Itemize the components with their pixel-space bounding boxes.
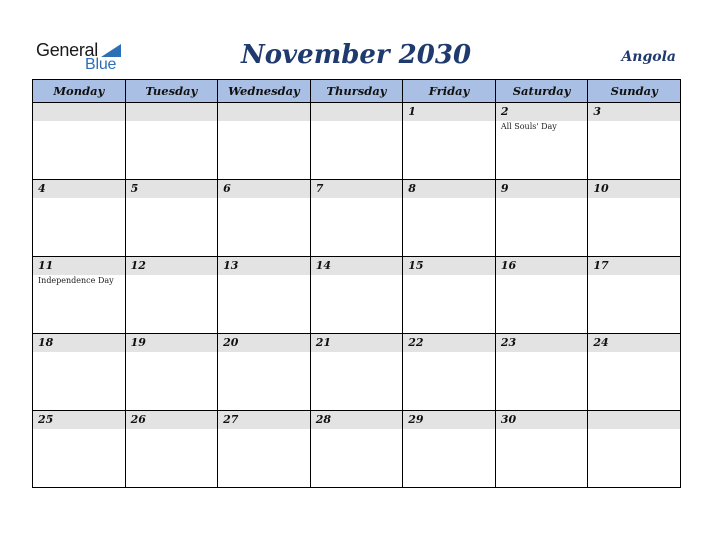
day-number: 22 <box>403 334 495 352</box>
day-cell <box>33 334 126 411</box>
day-cell <box>310 411 403 488</box>
day-number: 12 <box>126 257 218 275</box>
week-row <box>33 411 681 488</box>
day-cell <box>125 257 218 334</box>
day-number: 24 <box>588 334 680 352</box>
day-number: 29 <box>403 411 495 429</box>
day-number: 5 <box>126 180 218 198</box>
day-cell <box>588 180 681 257</box>
day-number: 15 <box>403 257 495 275</box>
day-cell <box>33 257 126 334</box>
day-number: 3 <box>588 103 680 121</box>
day-number: 13 <box>218 257 310 275</box>
day-number <box>218 103 310 121</box>
day-cell <box>218 180 311 257</box>
day-cell <box>33 411 126 488</box>
week-row <box>33 334 681 411</box>
calendar-grid <box>32 79 681 488</box>
weekday-header: Friday <box>403 80 496 103</box>
day-cell <box>588 103 681 180</box>
day-cell <box>125 411 218 488</box>
day-number: 2 <box>496 103 588 121</box>
day-cell <box>125 103 218 180</box>
day-number: 25 <box>33 411 125 429</box>
week-row <box>33 180 681 257</box>
day-number: 30 <box>496 411 588 429</box>
day-cell <box>495 180 588 257</box>
day-cell <box>310 180 403 257</box>
day-number: 21 <box>311 334 403 352</box>
day-cell <box>310 103 403 180</box>
day-cell <box>403 334 496 411</box>
day-number: 8 <box>403 180 495 198</box>
page-title: November 2030 <box>240 40 472 70</box>
day-cell <box>125 334 218 411</box>
day-number: 1 <box>403 103 495 121</box>
weekday-header: Sunday <box>588 80 681 103</box>
day-number: 16 <box>496 257 588 275</box>
day-cell <box>125 180 218 257</box>
holiday-label: Independence Day <box>38 276 114 285</box>
day-number: 26 <box>126 411 218 429</box>
day-cell <box>403 411 496 488</box>
day-cell <box>33 180 126 257</box>
day-cell <box>310 257 403 334</box>
day-cell <box>403 180 496 257</box>
day-cell <box>495 103 588 180</box>
day-cell <box>403 257 496 334</box>
day-number: 19 <box>126 334 218 352</box>
logo-blue-text: Blue <box>85 56 117 73</box>
logo-general-text: General <box>36 40 98 60</box>
day-cell <box>218 103 311 180</box>
day-number <box>311 103 403 121</box>
day-cell <box>218 334 311 411</box>
weekday-header: Thursday <box>310 80 403 103</box>
day-number <box>588 411 680 429</box>
day-cell <box>588 257 681 334</box>
day-number: 18 <box>33 334 125 352</box>
holiday-label: All Souls' Day <box>500 122 557 131</box>
weekday-header-row <box>33 80 681 103</box>
day-number: 11 <box>33 257 125 275</box>
day-cell <box>33 103 126 180</box>
day-cell <box>588 334 681 411</box>
day-number: 10 <box>588 180 680 198</box>
day-number: 27 <box>218 411 310 429</box>
day-number: 17 <box>588 257 680 275</box>
day-cell <box>495 411 588 488</box>
day-cell <box>588 411 681 488</box>
country-label: Angola <box>621 49 676 65</box>
day-number: 20 <box>218 334 310 352</box>
day-number: 14 <box>311 257 403 275</box>
day-cell <box>310 334 403 411</box>
weekday-header: Wednesday <box>218 80 311 103</box>
week-row <box>33 103 681 180</box>
day-cell <box>495 257 588 334</box>
day-number: 6 <box>218 180 310 198</box>
day-number <box>33 103 125 121</box>
day-number: 7 <box>311 180 403 198</box>
day-cell <box>403 103 496 180</box>
day-number <box>126 103 218 121</box>
day-cell <box>218 411 311 488</box>
day-number: 28 <box>311 411 403 429</box>
day-cell <box>495 334 588 411</box>
weekday-header: Tuesday <box>125 80 218 103</box>
day-cell <box>218 257 311 334</box>
weekday-header: Monday <box>33 80 126 103</box>
day-number: 23 <box>496 334 588 352</box>
day-number: 9 <box>496 180 588 198</box>
weekday-header: Saturday <box>495 80 588 103</box>
week-row <box>33 257 681 334</box>
day-number: 4 <box>33 180 125 198</box>
